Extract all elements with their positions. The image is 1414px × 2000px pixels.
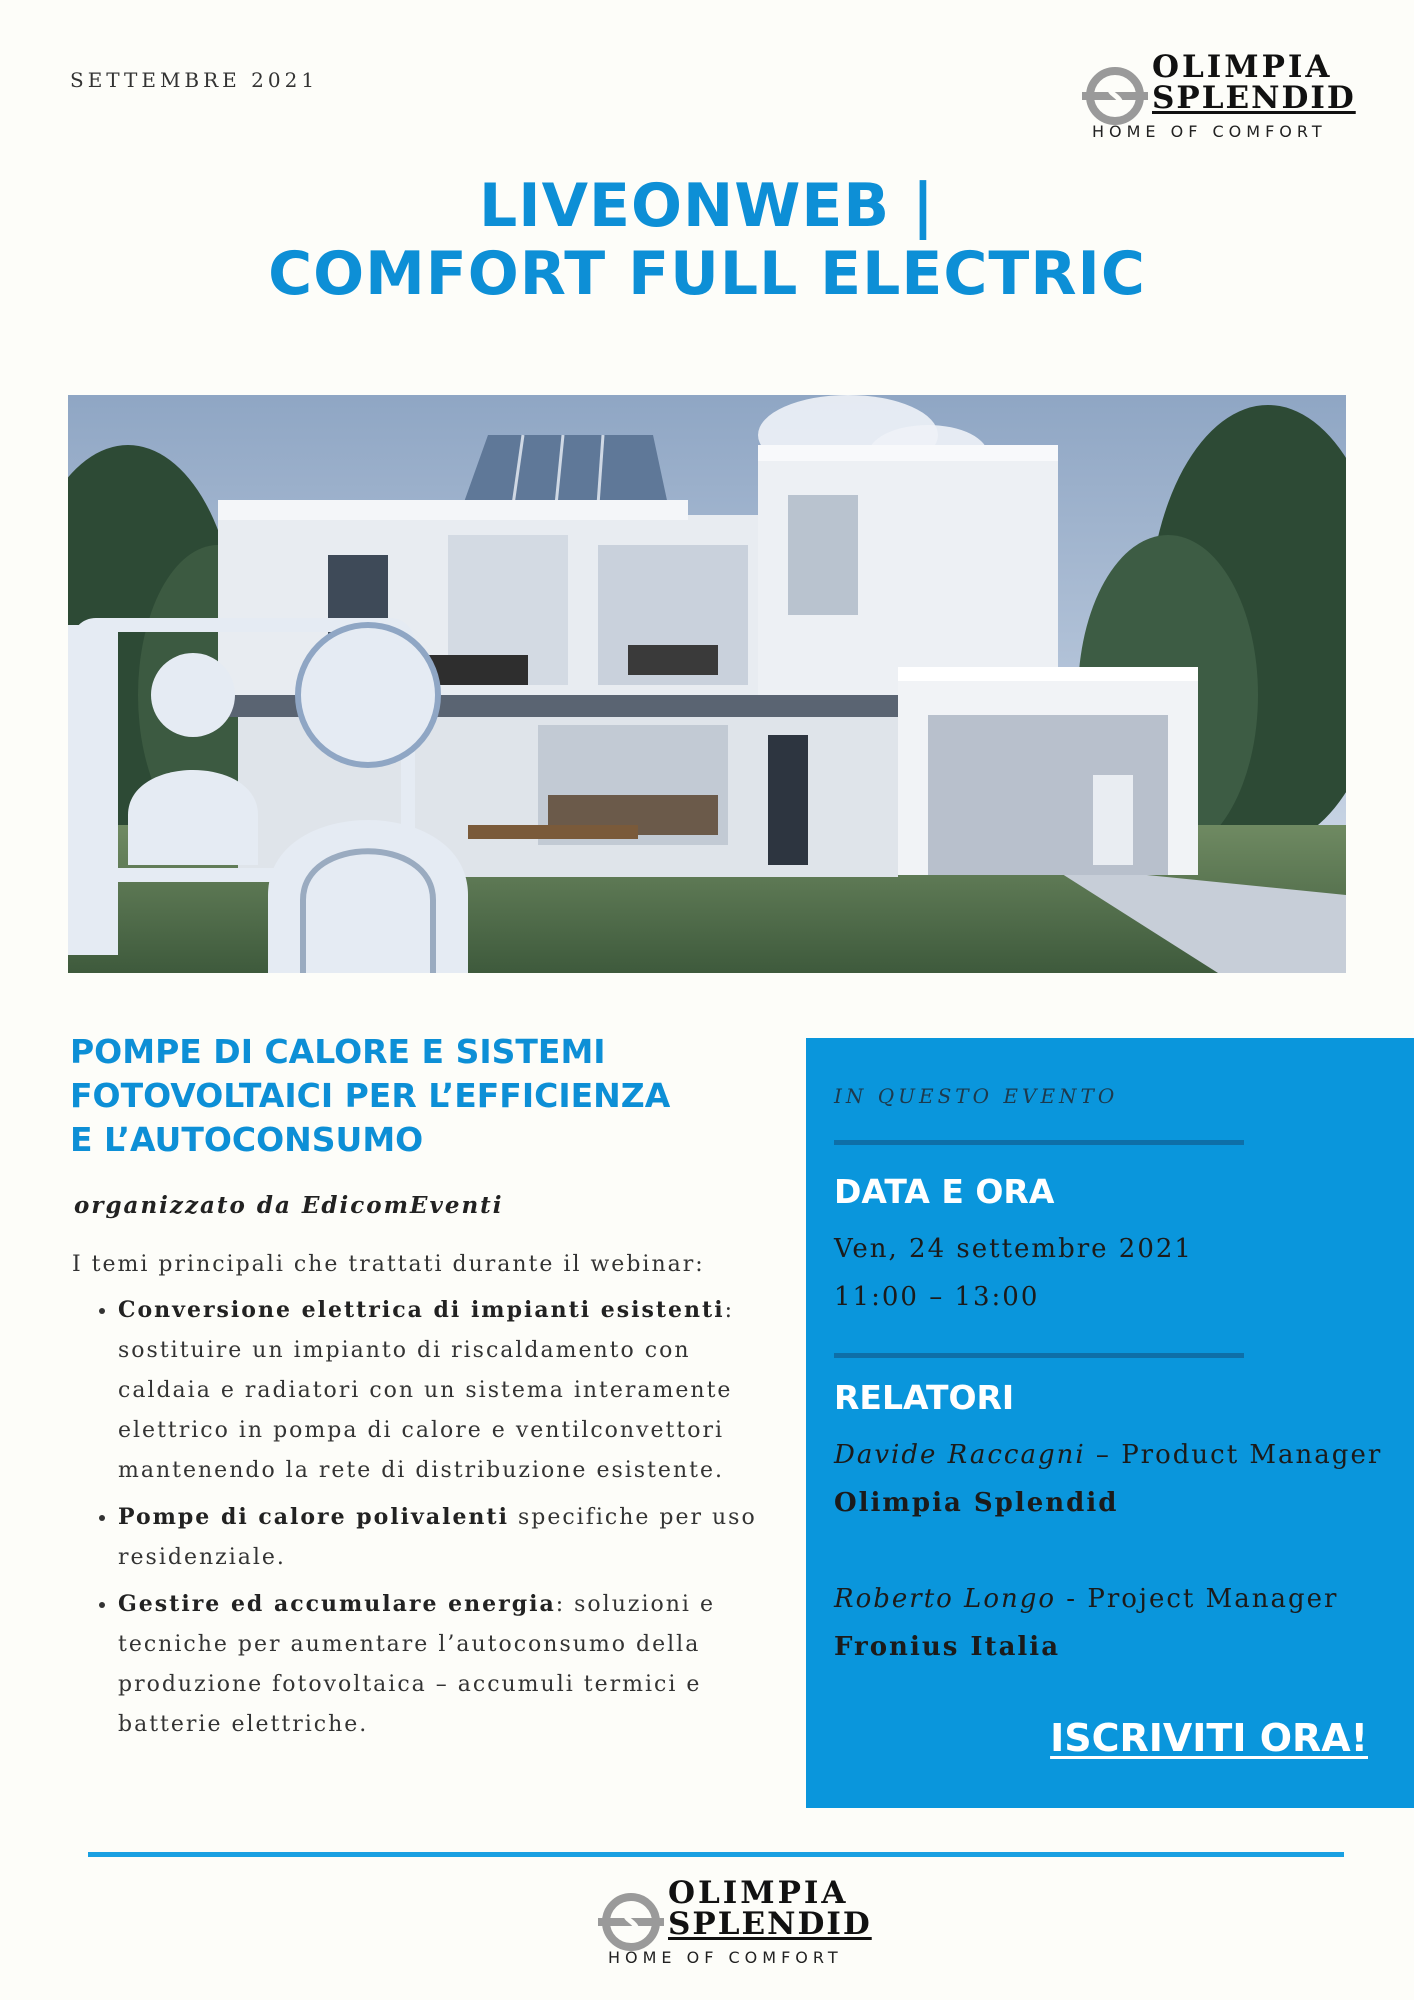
event-time: 11:00 – 13:00 <box>834 1282 1040 1312</box>
event-subheading <box>70 1030 770 1162</box>
list-item <box>118 1497 758 1578</box>
list-item <box>118 1584 758 1745</box>
logo-brand-line2: SPLENDID <box>668 1906 872 1942</box>
title-line2: COMFORT FULL ELECTRIC <box>268 239 1146 309</box>
topic-text: : soluzioni e tecniche per aumentare l’autoconsumo della produzione fotovoltaica – accumuli termici e batterie elettriche. <box>118 1592 715 1737</box>
speaker-1 <box>834 1440 1382 1470</box>
list-item <box>118 1290 758 1491</box>
footer-logo <box>598 1875 872 1967</box>
date-heading: DATA E ORA <box>834 1172 1055 1211</box>
title-line1: LIVEONWEB | <box>479 171 935 241</box>
speaker-name: Roberto Longo <box>834 1584 1057 1614</box>
organizer-line: organizzato da EdicomEventi <box>74 1192 504 1219</box>
topic-text: specifiche per uso residenziale. <box>118 1505 757 1570</box>
speaker-company: Fronius Italia <box>834 1632 1061 1662</box>
topic-bold: Gestire ed accumulare energia <box>118 1591 556 1617</box>
olimpia-splendid-logo-icon <box>598 1889 664 1955</box>
topics-list <box>90 1290 758 1751</box>
speaker-company: Olimpia Splendid <box>834 1488 1119 1518</box>
topic-bold: Conversione elettrica di impianti esistenti <box>118 1297 725 1323</box>
logo-tagline: HOME OF COMFORT <box>1092 122 1327 141</box>
header-logo <box>1082 49 1356 141</box>
speaker-1-company <box>834 1488 1118 1518</box>
speakers-heading: RELATORI <box>834 1378 1015 1417</box>
speaker-separator: – <box>1085 1440 1122 1470</box>
subheading-line: POMPE DI CALORE E SISTEMI <box>70 1032 606 1071</box>
page-title <box>0 172 1414 308</box>
subheading-line: E L’AUTOCONSUMO <box>70 1120 424 1159</box>
topic-text: : sostituire un impianto di riscaldamento con caldaia e radiatori con un sistema interamente elettrico in pompa di calore e ventilconvettori mantenendo la rete di distribuzione esistente. <box>118 1298 734 1483</box>
speaker-2 <box>834 1584 1338 1614</box>
topics-intro: I temi principali che trattati durante il webinar: <box>72 1252 705 1277</box>
speaker-2-company <box>834 1632 1060 1662</box>
event-info-panel <box>806 1038 1414 1808</box>
logo-tagline: HOME OF COMFORT <box>608 1948 843 1967</box>
issue-date: SETTEMBRE 2021 <box>70 68 319 92</box>
topic-bold: Pompe di calore polivalenti <box>118 1504 509 1530</box>
panel-divider <box>834 1140 1244 1145</box>
panel-divider <box>834 1353 1244 1358</box>
house-cutaway-illustration <box>68 395 1346 973</box>
speaker-name: Davide Raccagni <box>834 1440 1086 1470</box>
olimpia-splendid-logo-icon <box>1082 63 1148 129</box>
speaker-role: Project Manager <box>1087 1584 1339 1614</box>
panel-kicker: IN QUESTO EVENTO <box>834 1084 1119 1108</box>
subheading-line: FOTOVOLTAICI PER L’EFFICIENZA <box>70 1076 671 1115</box>
logo-brand-line2: SPLENDID <box>1152 80 1356 116</box>
event-date: Ven, 24 settembre 2021 <box>834 1234 1193 1264</box>
speaker-role: Product Manager <box>1121 1440 1383 1470</box>
speaker-separator: - <box>1056 1584 1088 1614</box>
logo-brand-line1: OLIMPIA <box>668 1875 849 1911</box>
footer-divider <box>88 1852 1344 1857</box>
register-now-link[interactable]: ISCRIVITI ORA! <box>1050 1716 1368 1760</box>
logo-brand-line1: OLIMPIA <box>1152 49 1333 85</box>
